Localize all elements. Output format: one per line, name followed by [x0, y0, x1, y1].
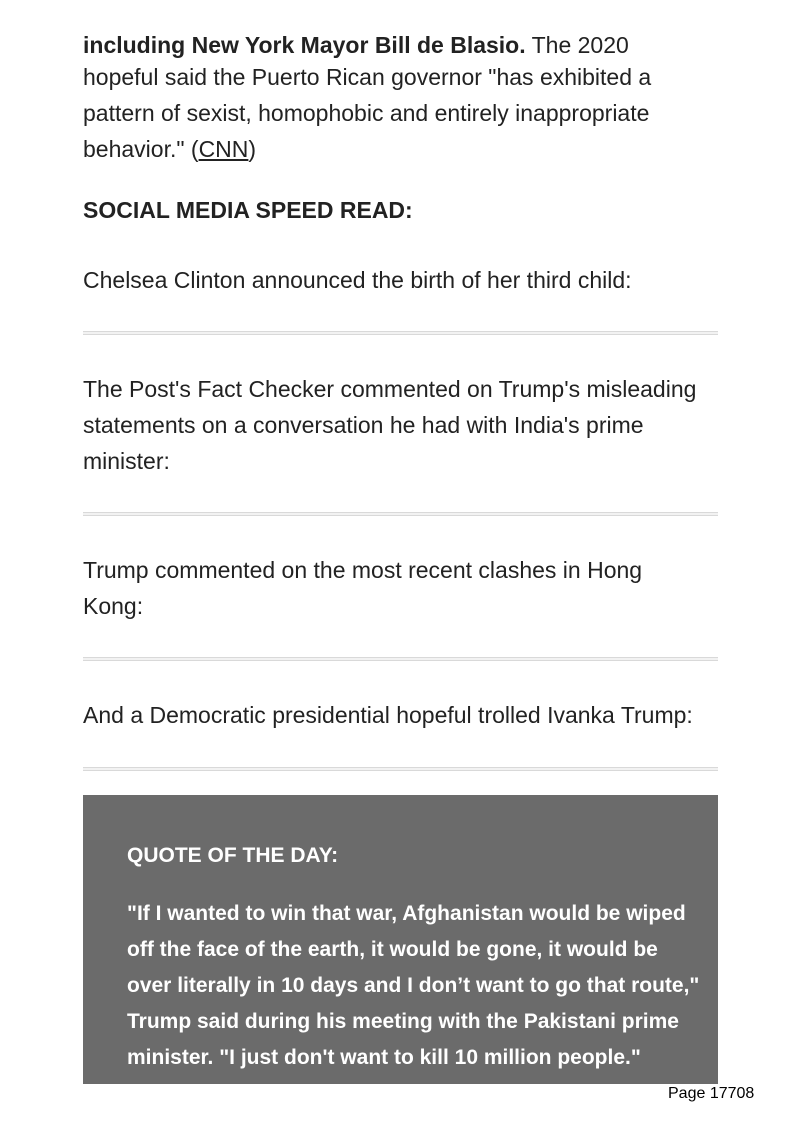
section-heading: SOCIAL MEDIA SPEED READ:: [83, 197, 413, 223]
cnn-link[interactable]: CNN: [198, 136, 249, 162]
paragraph-cnn-close: ): [248, 136, 257, 162]
social-item-4: And a Democratic presidential hopeful trolled Ivanka Trump:: [83, 702, 693, 728]
embed-divider-4: [83, 767, 718, 771]
top-fragment-bold: including New York Mayor Bill de Blasio.: [83, 32, 526, 58]
embed-divider-1: [83, 331, 718, 335]
paragraph-cnn-text: hopeful said the Puerto Rican governor "has exhibited a pattern of sexist, homophobic and entirely inappropriate behavior." (: [83, 64, 652, 162]
embed-divider-2: [83, 512, 718, 516]
embed-divider-3: [83, 657, 718, 661]
social-item-3: Trump commented on the most recent clashes in Hong Kong:: [83, 557, 643, 619]
top-fragment-rest: The 2020: [525, 32, 629, 58]
top-fragment: [83, 27, 629, 63]
social-item-1: Chelsea Clinton announced the birth of her third child:: [83, 267, 632, 293]
quote-text: "If I wanted to win that war, Afghanistan would be wiped off the face of the earth, it would be gone, it would be over literally in 10 days and I don’t want to go that route," Trump said during his meeting with the Pakistani prime minister. "I just don't want to kill 10 million people." (Lauren Gambino and the Guardian): [127, 902, 700, 1105]
paragraph-cnn: [83, 59, 723, 167]
quote-title: QUOTE OF THE DAY:: [127, 844, 339, 867]
cut-off-top-line: [83, 20, 723, 60]
page-number: Page 17708: [668, 1085, 755, 1102]
social-item-2: The Post's Fact Checker commented on Trump's misleading statements on a conversation he had with India's prime minister:: [83, 376, 697, 474]
